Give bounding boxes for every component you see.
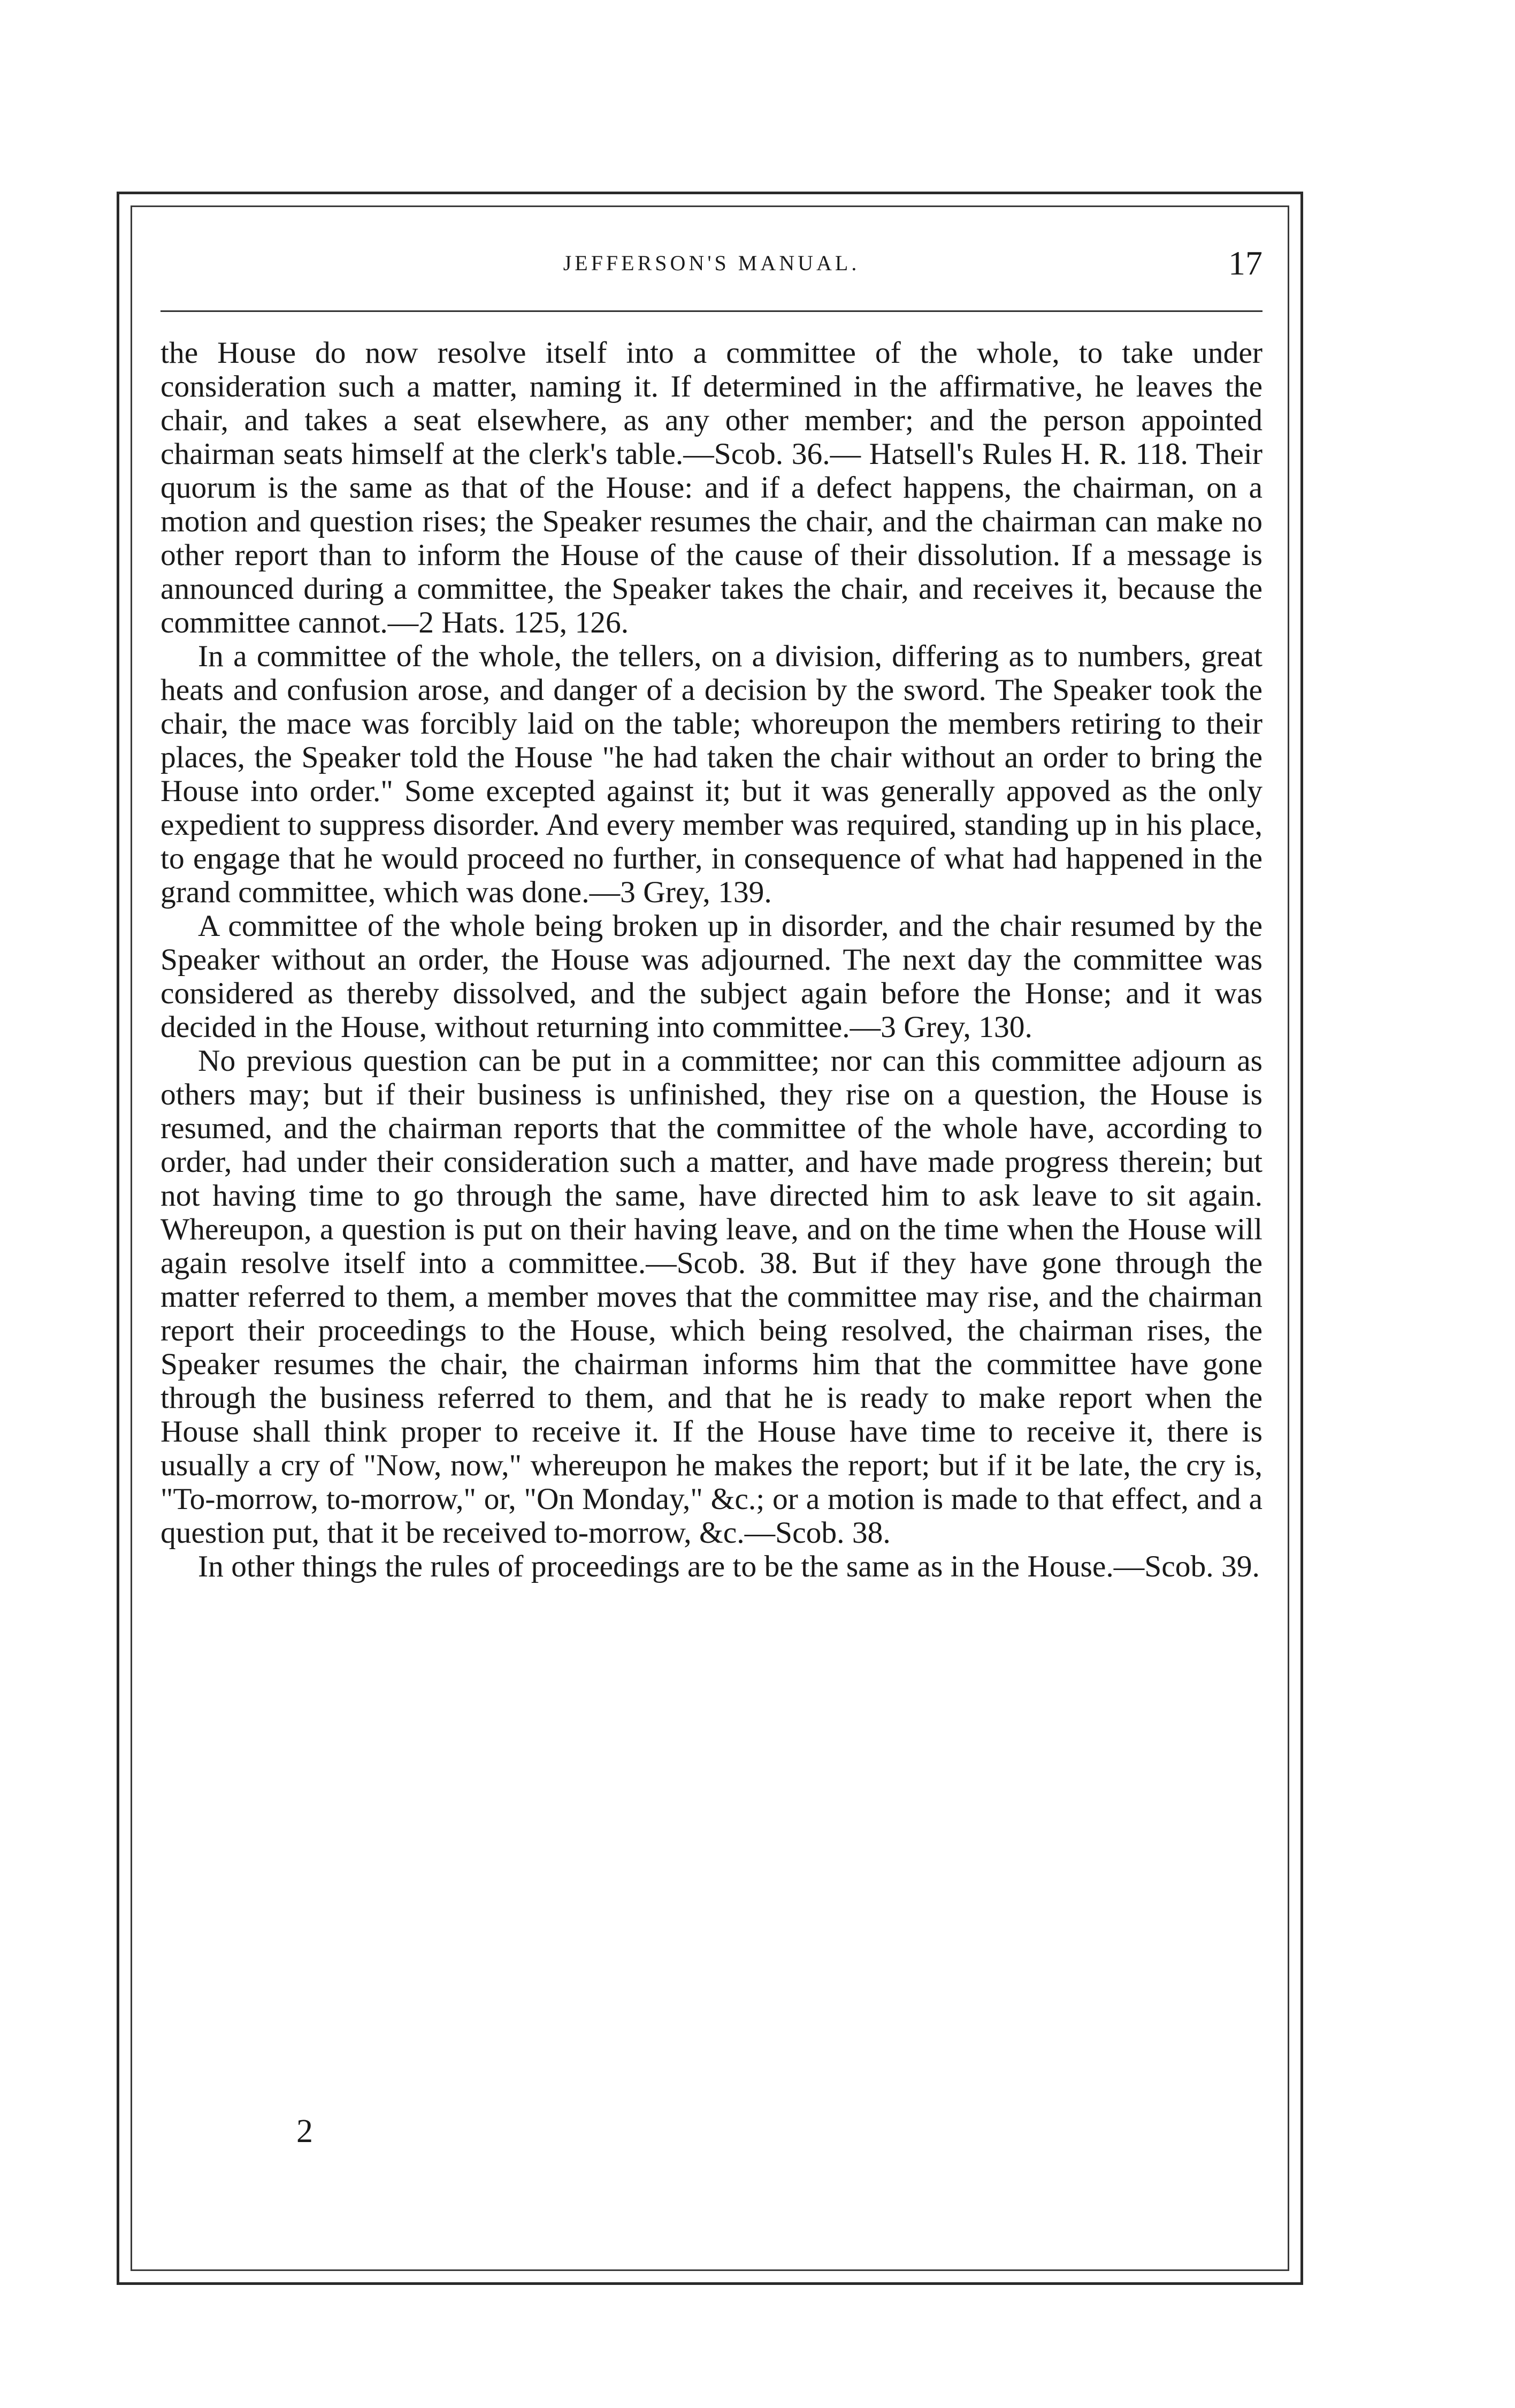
page-header bbox=[160, 244, 1262, 290]
paragraph: the House do now resolve itself into a committee of the whole, to take under consideration such a matter, naming it. If determined in the affirmative, he leaves the chair, and takes a seat elsewhere, as any other member; and the person appointed chairman seats himself at the clerk's table.—Scob. 36.— Hatsell's Rules H. R. 118. Their quorum is the same as that of the House: and if a defect happens, the chairman, on a motion and question rises; the Speaker resumes the chair, and the chairman can make no other report than to inform the House of the cause of their dissolution. If a message is announced during a committee, the Speaker takes the chair, and receives it, because the committee cannot.—2 Hats. 125, 126. bbox=[160, 336, 1262, 639]
paragraph: In a committee of the whole, the tellers, on a division, differing as to numbers, great heats and confusion arose, and danger of a decision by the sword. The Speaker took the chair, the mace was forcibly laid on the table; whoreupon the members retiring to their places, the Speaker told the House "he had taken the chair without an order to bring the House into order." Some excepted against it; but it was generally appoved as the only expedient to suppress disorder. And every member was required, standing up in his place, to engage that he would proceed no further, in consequence of what had happened in the grand committee, which was done.—3 Grey, 139. bbox=[160, 639, 1262, 909]
paragraph: In other things the rules of proceedings are to be the same as in the House.—Scob. 39. bbox=[198, 1550, 1260, 1583]
signature-mark: 2 bbox=[296, 2113, 313, 2150]
running-title: JEFFERSON'S MANUAL. bbox=[563, 251, 860, 275]
page-number: 17 bbox=[1228, 244, 1262, 282]
header-rule bbox=[160, 310, 1262, 312]
paragraph: A committee of the whole being broken up in disorder, and the chair resumed by the Speaker without an order, the House was adjourned. The next day the committee was considered as thereby dissolved, and the subject again before the Honse; and it was decided in the House, without returning into committee.—3 Grey, 130. bbox=[160, 909, 1262, 1044]
paragraph: No previous question can be put in a committee; nor can this committee adjourn as others may; but if their business is unfinished, they rise on a question, the House is resumed, and the chairman reports that the committee of the whole have, according to order, had under their consideration such a matter, and have made progress therein; but not having time to go through the same, have directed him to ask leave to sit again. Whereupon, a question is put on their having leave, and on the time when the House will again resolve itself into a committee.—Scob. 38. But if they have gone through the matter referred to them, a member moves that the committee may rise, and the chairman report their proceedings to the House, which being resolved, the chairman rises, the Speaker resumes the chair, the chairman informs him that the committee have gone through the business referred to them, and that he is ready to make report when the House shall think proper to receive it. If the House have time to receive it, there is usually a cry of "Now, now," whereupon he makes the report; but if it be late, the cry is, "To-morrow, to-morrow," or, "On Monday," &c.; or a motion is made to that effect, and a question put, that it be received to-morrow, &c.—Scob. 38. bbox=[160, 1044, 1262, 1550]
body-text bbox=[160, 336, 1262, 1583]
